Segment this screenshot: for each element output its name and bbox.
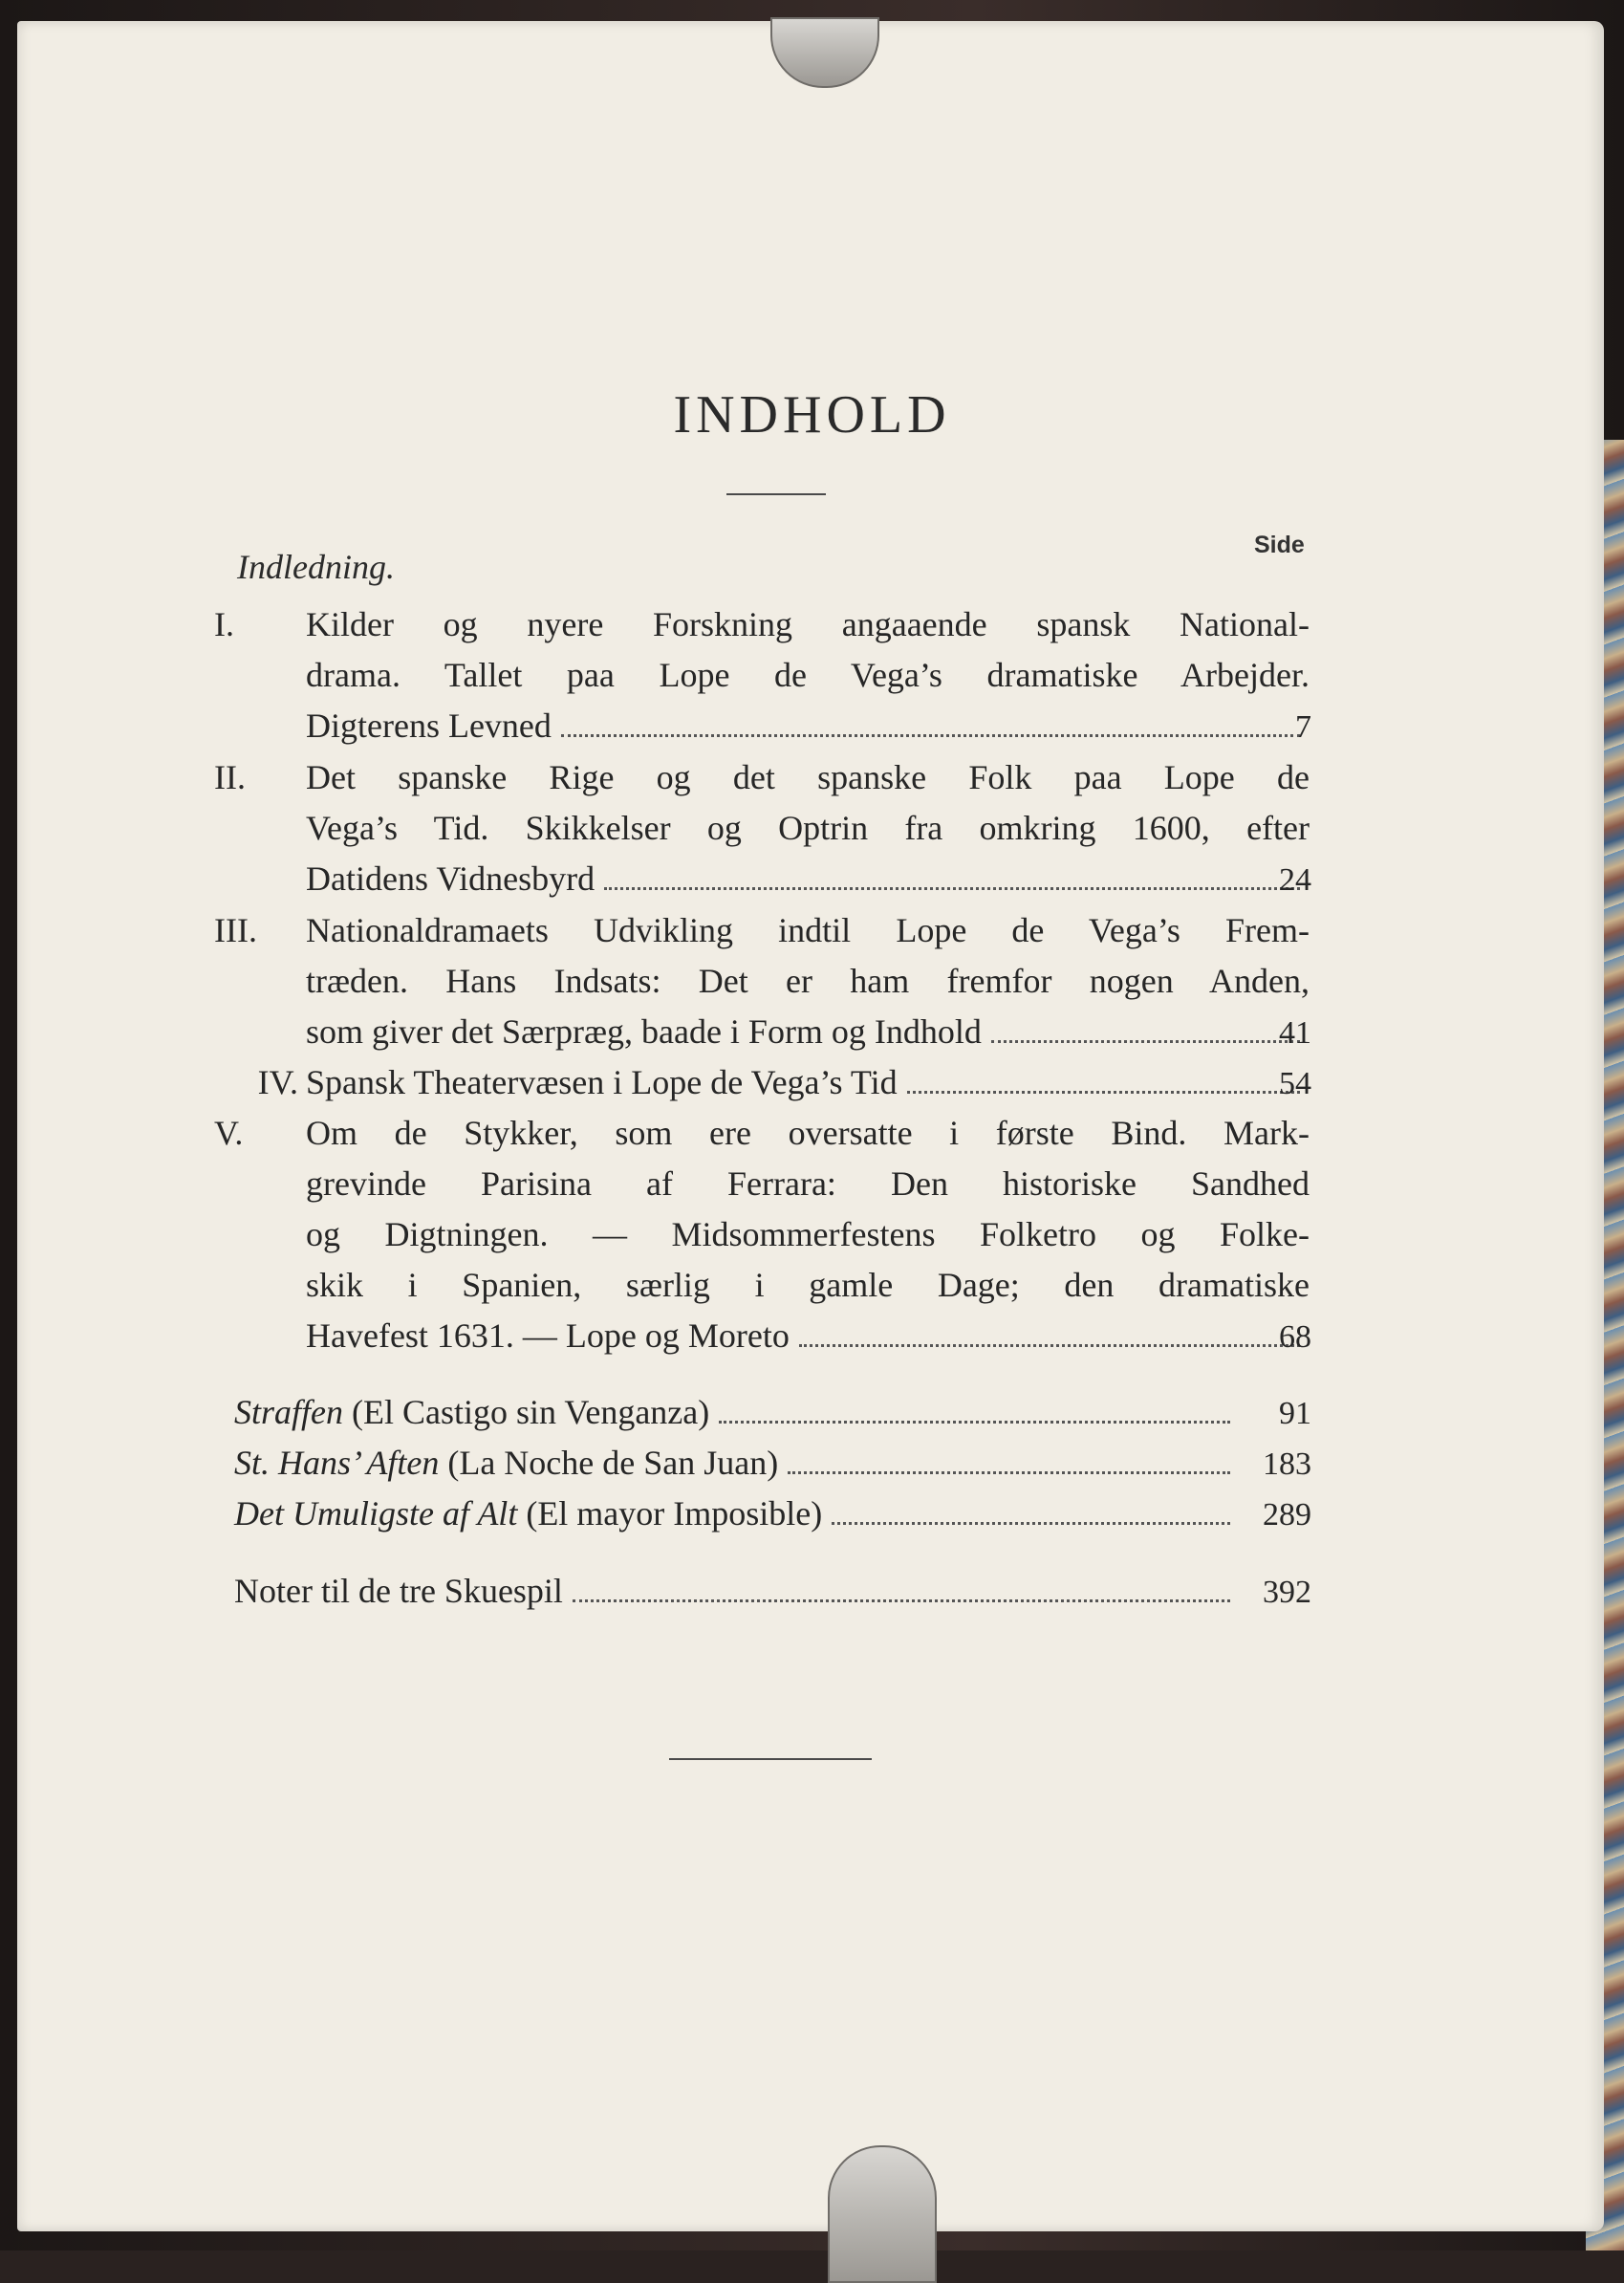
chapter-text: Digterens Levned	[306, 707, 552, 745]
side-column-label: Side	[1254, 532, 1305, 558]
page-number: 183	[1263, 1446, 1311, 1482]
title-rule	[726, 493, 826, 495]
chapter-text: Vega’s Tid. Skikkelser og Optrin fra omkring 1600, efter	[306, 809, 1310, 847]
page-number: 54	[1279, 1066, 1311, 1101]
chapter-number: V.	[214, 1114, 244, 1152]
toc-line	[214, 604, 1310, 654]
chapter-text: og Digtningen. — Midsommerfestens Folketro og Folke-	[306, 1215, 1310, 1253]
play-title: Det Umuligste af Alt	[234, 1494, 518, 1533]
closing-rule	[669, 1758, 872, 1760]
dot-leader	[788, 1471, 1230, 1474]
notes-entry	[234, 1571, 1240, 1611]
toc-line	[214, 1113, 1310, 1163]
play-entry	[234, 1443, 1240, 1483]
toc-line	[306, 961, 1310, 1011]
chapter-text: Om de Stykker, som ere oversatte i første Bind. Mark-	[306, 1114, 1310, 1152]
dot-leader	[799, 1344, 1300, 1347]
play-entry	[234, 1392, 1240, 1432]
toc-line	[306, 1214, 1310, 1264]
dot-leader	[907, 1091, 1300, 1094]
page-clip-bottom	[828, 2145, 937, 2283]
page-number: 289	[1263, 1497, 1311, 1533]
dot-leader	[832, 1522, 1230, 1525]
page-number: 392	[1263, 1575, 1311, 1610]
page-number: 24	[1279, 862, 1311, 898]
chapter-text: Nationaldramaets Udvikling indtil Lope de Vega’s Frem-	[306, 911, 1310, 949]
toc-line	[306, 1163, 1310, 1213]
notes-label: Noter til de tre Skuespil	[234, 1572, 563, 1610]
chapter-text: Det spanske Rige og det spanske Folk paa Lope de	[306, 758, 1310, 796]
play-original-title: (El Castigo sin Venganza)	[352, 1393, 710, 1431]
dot-leader	[604, 887, 1300, 890]
page-title: INDHOLD	[673, 385, 951, 445]
chapter-text: Datidens Vidnesbyrd	[306, 859, 595, 898]
chapter-number: I.	[214, 605, 234, 643]
dot-leader	[719, 1421, 1230, 1424]
dot-leader	[573, 1599, 1230, 1602]
toc-line	[257, 1062, 1310, 1112]
chapter-text: Spansk Theatervæsen i Lope de Vega’s Tid	[306, 1063, 898, 1101]
toc-line	[214, 910, 1310, 960]
chapter-number: IV.	[257, 1063, 298, 1101]
play-original-title: (El mayor Imposible)	[526, 1494, 823, 1533]
dot-leader	[561, 734, 1300, 737]
chapter-number: III.	[214, 911, 257, 949]
chapter-text: Kilder og nyere Forskning angaaende spansk National-	[306, 605, 1310, 643]
toc-line	[306, 1011, 1310, 1061]
toc-line	[306, 1265, 1310, 1315]
page-number: 91	[1279, 1396, 1311, 1431]
play-title: Straffen	[234, 1393, 343, 1431]
intro-heading: Indledning.	[237, 548, 395, 586]
play-entry	[234, 1493, 1240, 1533]
play-title: St. Hans’ Aften	[234, 1444, 440, 1482]
chapter-text: drama. Tallet paa Lope de Vega’s dramatiske Arbejder.	[306, 656, 1310, 694]
page-number: 41	[1279, 1015, 1311, 1051]
chapter-text: skik i Spanien, særlig i gamle Dage; den dramatiske	[306, 1266, 1310, 1304]
page-clip-top	[770, 17, 879, 88]
chapter-text: grevinde Parisina af Ferrara: Den historiske Sandhed	[306, 1164, 1310, 1203]
page-number: 7	[1295, 709, 1311, 745]
toc-line	[214, 757, 1310, 807]
toc-line	[306, 859, 1310, 908]
page-number: 68	[1279, 1319, 1311, 1355]
play-original-title: (La Noche de San Juan)	[447, 1444, 779, 1482]
toc-line	[306, 655, 1310, 705]
chapter-number: II.	[214, 758, 246, 796]
chapter-text: Havefest 1631. — Lope og Moreto	[306, 1316, 790, 1355]
toc-line	[306, 808, 1310, 858]
toc-line	[306, 706, 1310, 755]
toc-line	[306, 1315, 1310, 1365]
chapter-text: som giver det Særpræg, baade i Form og Indhold	[306, 1012, 982, 1051]
chapter-text: træden. Hans Indsats: Det er ham fremfor nogen Anden,	[306, 962, 1310, 1000]
